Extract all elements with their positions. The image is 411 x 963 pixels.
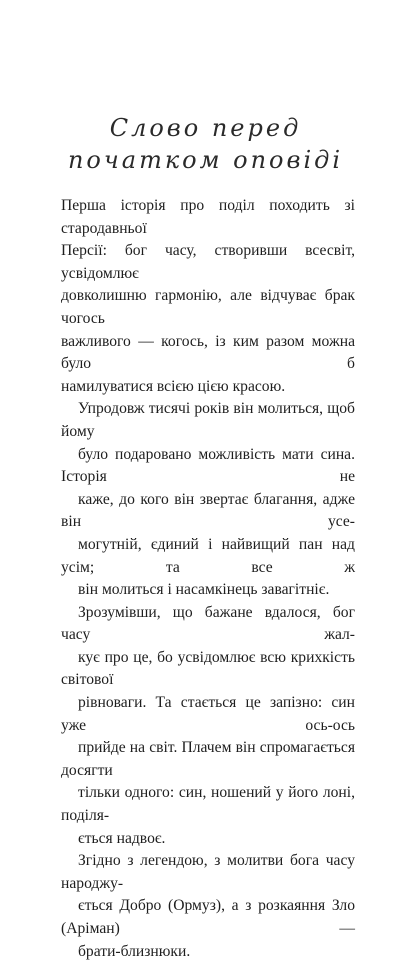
- paragraph-1: [61, 195, 355, 398]
- paragraph-line: рівноваги. Та стається це запізно: син уже ось-ось: [61, 694, 355, 734]
- body-text: [61, 195, 355, 963]
- paragraph-line: брати-близнюки.: [78, 942, 191, 960]
- paragraph-line: Персії: бог часу, створивши всесвіт, усвідомлює: [61, 242, 355, 282]
- paragraph-line: кує про це, бо усвідомлює всю крихкість світової: [61, 648, 355, 689]
- paragraph-3: [61, 602, 355, 851]
- chapter-title-line-2: початком оповіді: [67, 146, 344, 174]
- paragraph-line: тільки одного: син, ношений у його лоні, поділя-: [61, 784, 355, 825]
- paragraph-line: ється надвоє.: [78, 829, 166, 847]
- paragraph-line: Перша історія про поділ походить зі стародавньої: [61, 197, 355, 237]
- paragraph-line: Згідно з легендою, з молитви бога часу народжу-: [61, 852, 355, 892]
- paragraph-line: Упродовж тисячі років він молиться, щоб йому: [61, 400, 355, 440]
- paragraph-4: [61, 850, 355, 963]
- paragraph-2: [61, 398, 355, 601]
- paragraph-line: було подаровано можливість мати сина. Історія не: [61, 445, 355, 486]
- paragraph-line: прийде на світ. Плачем він спромагається досягти: [61, 739, 355, 779]
- paragraph-line: каже, до кого він звертає благання, адже він усе-: [61, 490, 355, 531]
- paragraph-line: ється Добро (Ормуз), а з розкаяння Зло (Аріман) —: [61, 897, 355, 937]
- paragraph-line: важливого — когось, із ким разом можна було б: [61, 332, 355, 373]
- paragraph-line: намилуватися всією цією красою.: [61, 377, 286, 395]
- chapter-title-line-1: Слово перед: [109, 114, 302, 142]
- paragraph-line: довколишню гармонію, але відчуває брак чогось: [61, 287, 355, 327]
- paragraph-line: могутній, єдиний і найвищий пан над усім; та все ж: [61, 535, 355, 576]
- paragraph-line: він молиться і насамкінець завагітніє.: [78, 581, 330, 599]
- paragraph-line: Зрозумівши, що бажане вдалося, бог часу жал-: [61, 603, 355, 644]
